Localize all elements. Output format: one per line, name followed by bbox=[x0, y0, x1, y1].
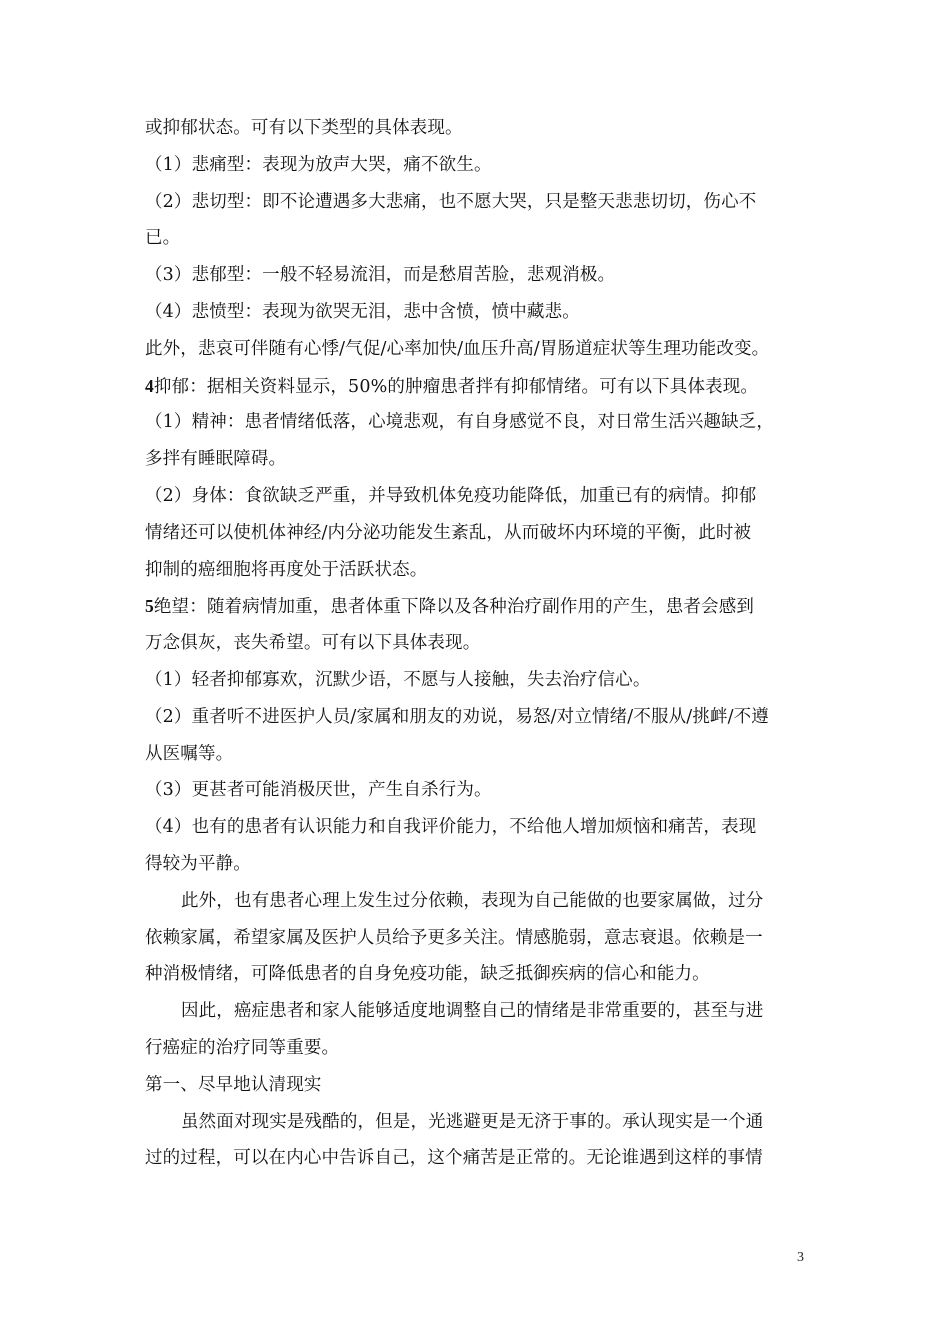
list-item: （4）也有的患者有认识能力和自我评价能力，不给他人增加烦恼和痛苦，表现 bbox=[145, 817, 757, 838]
document-body bbox=[145, 116, 810, 1183]
list-item: （1）悲痛型：表现为放声大哭，痛不欲生。 bbox=[145, 154, 492, 175]
list-item: （1）轻者抑郁寡欢，沉默少语，不愿与人接触，失去治疗信心。 bbox=[145, 669, 651, 690]
page-number: 3 bbox=[797, 1250, 804, 1265]
text-line: 或抑郁状态。可有以下类型的具体表现。 bbox=[145, 118, 463, 138]
section-heading-despair bbox=[145, 594, 810, 618]
text-line: 种消极情绪，可降低患者的自身免疫功能，缺乏抵御疾病的信心和能力。 bbox=[145, 964, 710, 985]
text-line: 抑制的癌细胞将再度处于活跃状态。 bbox=[145, 559, 428, 580]
list-item: （2）重者听不进医护人员/家属和朋友的劝说，易怒/对立情绪/不服从/挑衅/不遵 bbox=[145, 706, 769, 727]
text-line: 多拌有睡眠障碍。 bbox=[145, 449, 287, 470]
text-line: 过的过程，可以在内心中告诉自己，这个痛苦是正常的。无论谁遇到这样的事情 bbox=[145, 1148, 763, 1169]
text-line: 从医嘱等。 bbox=[145, 743, 234, 764]
text-line: 行癌症的治疗同等重要。 bbox=[145, 1037, 340, 1058]
list-item: （3）悲郁型：一般不轻易流泪，而是愁眉苦脸，悲观消极。 bbox=[145, 265, 616, 286]
section-number: 5 bbox=[145, 596, 154, 617]
text-line: 得较为平静。 bbox=[145, 853, 251, 874]
list-item: （3）更甚者可能消极厌世，产生自杀行为。 bbox=[145, 780, 492, 801]
text-line: 此外，悲哀可伴随有心悸/气促/心率加快/血压升高/胃肠道症状等生理功能改变。 bbox=[145, 338, 770, 359]
paragraph-first-line: 因此，癌症患者和家人能够适度地调整自己的情绪是非常重要的，甚至与进 bbox=[181, 1001, 764, 1022]
section-number: 4 bbox=[145, 375, 154, 396]
text-line: 情绪还可以使机体神经/内分泌功能发生紊乱，从而破坏内环境的平衡，此时被 bbox=[145, 522, 752, 543]
paragraph-first-line: 虽然面对现实是残酷的，但是，光逃避更是无济于事的。承认现实是一个通 bbox=[181, 1111, 764, 1132]
list-item: （2）悲切型：即不论遭遇多大悲痛，也不愿大哭，只是整天悲悲切切，伤心不 bbox=[145, 191, 757, 212]
subsection-heading: 第一、尽早地认清现实 bbox=[145, 1074, 322, 1095]
list-item: （4）悲愤型：表现为欲哭无泪，悲中含愤，愤中藏悲。 bbox=[145, 301, 580, 322]
list-item: （2）身体：食欲缺乏严重，并导致机体免疫功能降低，加重已有的病情。抑郁 bbox=[145, 485, 757, 506]
text-line: 万念俱灰，丧失希望。可有以下具体表现。 bbox=[145, 633, 481, 654]
section-text: 绝望：随着病情加重，患者体重下降以及各种治疗副作用的产生，患者会感到 bbox=[153, 597, 755, 618]
text-line: 依赖家属，希望家属及医护人员给予更多关注。情感脆弱，意志衰退。依赖是一 bbox=[145, 927, 763, 948]
section-text: 抑郁：据相关资料显示，50%的肿瘤患者拌有抑郁情绪。可有以下具体表现。 bbox=[153, 376, 759, 397]
text-line: 已。 bbox=[145, 228, 181, 249]
paragraph-first-line: 此外，也有患者心理上发生过分依赖，表现为自己能做的也要家属做，过分 bbox=[181, 890, 764, 911]
section-heading-depression bbox=[145, 374, 810, 398]
list-item: （1）精神：患者情绪低落，心境悲观，有自身感觉不良，对日常生活兴趣缺乏， bbox=[145, 412, 775, 433]
